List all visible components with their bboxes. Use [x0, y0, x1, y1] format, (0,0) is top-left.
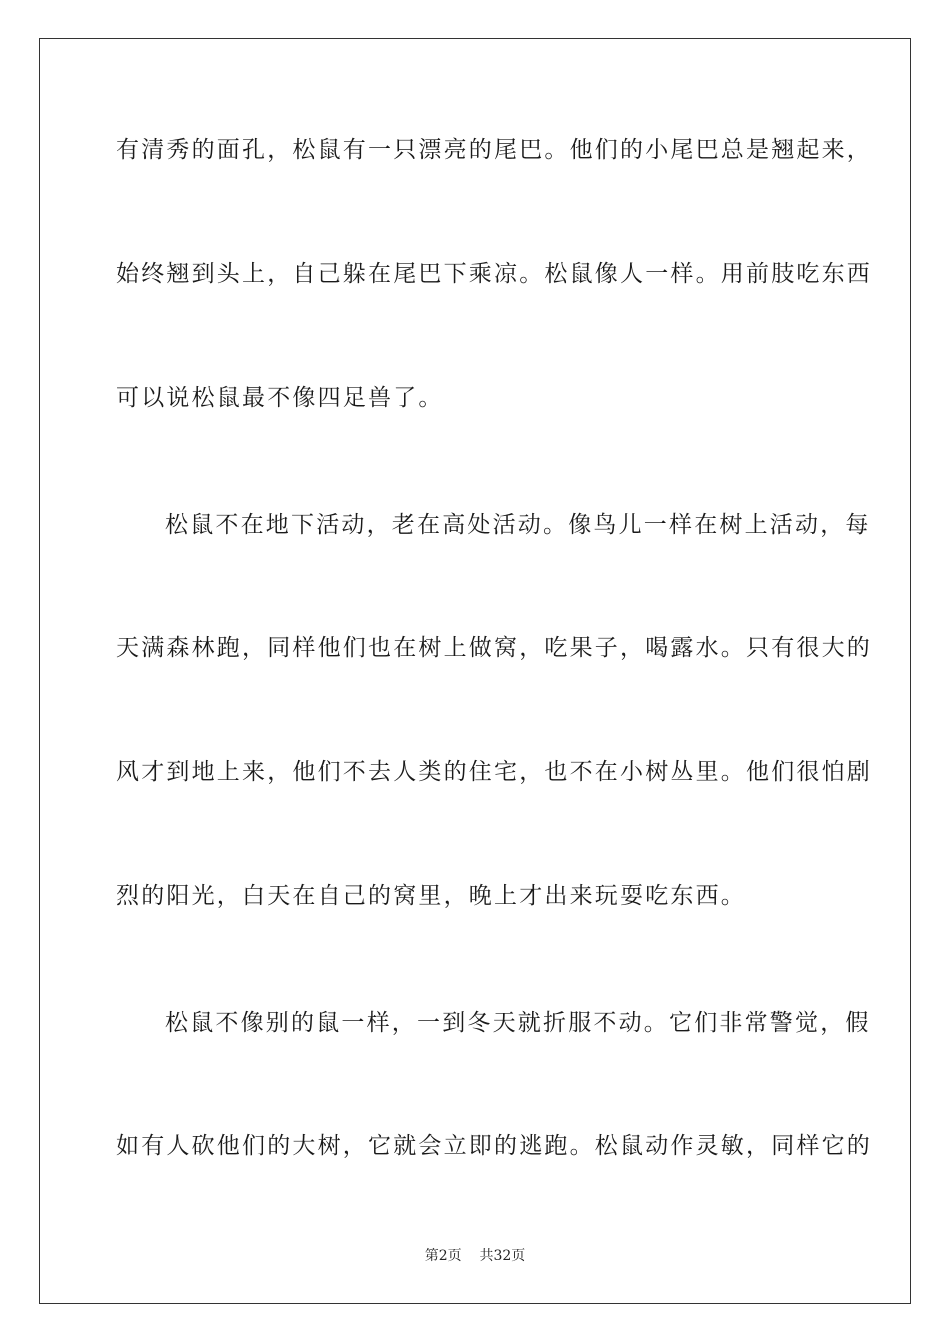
text-line-6: 风才到地上来，他们不去人类的住宅，也不在小树丛里。他们很怕剧 [116, 759, 872, 785]
text-line-5: 天满森林跑，同样他们也在树上做窝，吃果子，喝露水。只有很大的 [116, 635, 872, 661]
text-line-1: 有清秀的面孔，松鼠有一只漂亮的尾巴。他们的小尾巴总是翘起来， [116, 137, 872, 163]
text-line-8: 松鼠不像别的鼠一样，一到冬天就折服不动。它们非常警觉，假 [165, 1010, 871, 1036]
page-footer [0, 1246, 950, 1266]
text-line-2: 始终翘到头上，自己躲在尾巴下乘凉。松鼠像人一样。用前肢吃东西 [116, 261, 872, 287]
page-border [39, 38, 911, 1304]
total-pages: 共32页 [479, 1248, 526, 1264]
text-line-7: 烈的阳光，白天在自己的窝里，晚上才出来玩耍吃东西。 [116, 883, 746, 909]
text-line-3: 可以说松鼠最不像四足兽了。 [116, 385, 444, 411]
text-line-4: 松鼠不在地下活动，老在高处活动。像鸟儿一样在树上活动，每 [165, 512, 871, 538]
text-line-9: 如有人砍他们的大树，它就会立即的逃跑。松鼠动作灵敏，同样它的 [116, 1133, 872, 1159]
page-number: 第2页 [424, 1248, 462, 1264]
